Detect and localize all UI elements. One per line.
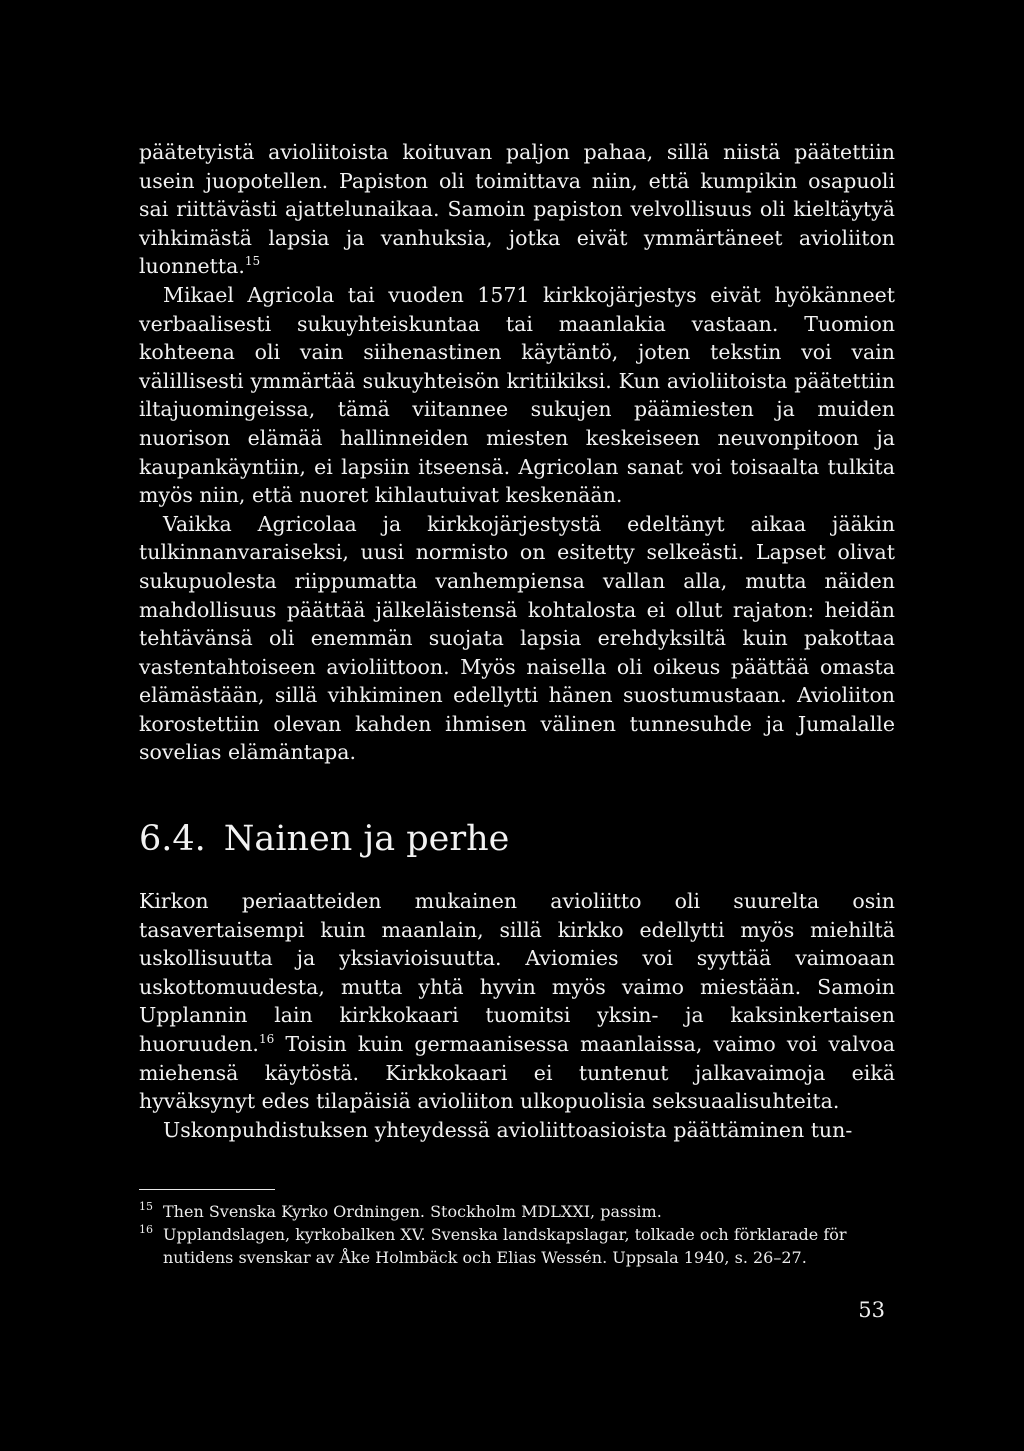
paragraph-5 bbox=[139, 1116, 895, 1145]
section-number: 6.4. bbox=[139, 819, 206, 860]
footnote-text: Then Svenska Kyrko Ordningen. Stockholm MDLXXI, passim. bbox=[163, 1202, 662, 1221]
page-number: 53 bbox=[858, 1298, 885, 1322]
footnote-ref-16[interactable]: 16 bbox=[258, 1032, 275, 1047]
footnotes bbox=[139, 1200, 895, 1269]
paragraph-1 bbox=[139, 138, 895, 281]
footnote-divider bbox=[139, 1189, 275, 1190]
footnote-ref-15[interactable]: 15 bbox=[244, 254, 261, 269]
paragraph-3 bbox=[139, 510, 895, 767]
paragraph-5-text: Uskonpuhdistuksen yhteydessä avioliittoasioista päättäminen tun- bbox=[163, 1117, 853, 1142]
footnote-mark: 16 bbox=[139, 1223, 153, 1236]
paragraph-3-text: Vaikka Agricolaa ja kirkkojärjestystä edeltänyt aikaa jääkin tulkinnanvaraiseksi, uusi normisto on esitetty selkeästi. Lapset olivat sukupuolesta riippumatta vanhempiensa vallan alla, mutta näiden mahdollisuus päättää jälkeläistensä kohtalosta ei ollut rajaton: heidän tehtävänsä oli enemmän suojata lapsia erehdyksiltä kuin pakottaa vastentahtoiseen avioliittoon. Myös naisella oli oikeus päättää omasta elämästään, sillä vihkiminen edellytti hänen suostumustaan. Avioliiton korostettiin olevan kahden ihmisen välinen tunnesuhde ja Jumalalle sovelias elämäntapa. bbox=[139, 511, 895, 765]
paragraph-2-text: Mikael Agricola tai vuoden 1571 kirkkojärjestys eivät hyökänneet verbaalisesti sukuyhteiskuntaa tai maanlakia vastaan. Tuomion kohteena oli vain siihenastinen käytäntö, joten tekstin voi vain välillisesti ymmärtää sukuyhteisön kritiikiksi. Kun avioliitoista päätettiin iltajuomingeissa, tämä viitannee sukujen päämiesten ja muiden nuorison elämää hallinneiden miesten keskeiseen neuvonpitoon ja kaupankäyntiin, ei lapsiin itseensä. Agricolan sanat voi toisaalta tulkita myös niin, että nuoret kihlautuivat keskenään. bbox=[139, 282, 895, 508]
footnote-mark: 15 bbox=[139, 1200, 153, 1213]
footnote-text: Upplandslagen, kyrkobalken XV. Svenska landskapslagar, tolkade och förklarade för nutidens svenskar av Åke Holmbäck och Elias Wessén. Uppsala 1940, s. 26–27. bbox=[163, 1225, 847, 1267]
paragraph-4-text-b: Toisin kuin germaanisessa maanlaissa, vaimo voi valvoa miehensä käytöstä. Kirkkokaari ei tuntenut jalkavaimoja eikä hyväksynyt edes tilapäisiä avioliiton ulkopuolisia seksuaalisuhteita. bbox=[139, 1032, 895, 1114]
paragraph-1-text: päätetyistä avioliitoista koituvan paljon pahaa, sillä niistä päätettiin usein juopotellen. Papiston oli toimittava niin, että kumpikin osapuoli sai riittävästi ajattelunaikaa. Samoin papiston velvollisuus oli kieltäytyä vihkimästä lapsia ja vanhuksia, jotka eivät ymmärtäneet avioliiton luonnetta. bbox=[139, 140, 895, 279]
page-body bbox=[139, 138, 895, 1144]
footnote-15 bbox=[139, 1200, 895, 1223]
section-heading bbox=[139, 819, 895, 859]
paragraph-4 bbox=[139, 887, 895, 1116]
section-title: Nainen ja perhe bbox=[223, 819, 510, 860]
footnote-16 bbox=[139, 1223, 895, 1269]
paragraph-2 bbox=[139, 281, 895, 510]
paragraph-4-text-a: Kirkon periaatteiden mukainen avioliitto oli suurelta osin tasavertaisempi kuin maanlain, sillä kirkko edellytti myös miehiltä uskollisuutta ja yksiavioisuutta. Aviomies voi syyttää vaimoaan uskottomuudesta, mutta yhtä hyvin myös vaimo miestään. Samoin Upplannin lain kirkkokaari tuomitsi yksin- ja kaksinkertaisen huoruuden. bbox=[139, 889, 895, 1057]
